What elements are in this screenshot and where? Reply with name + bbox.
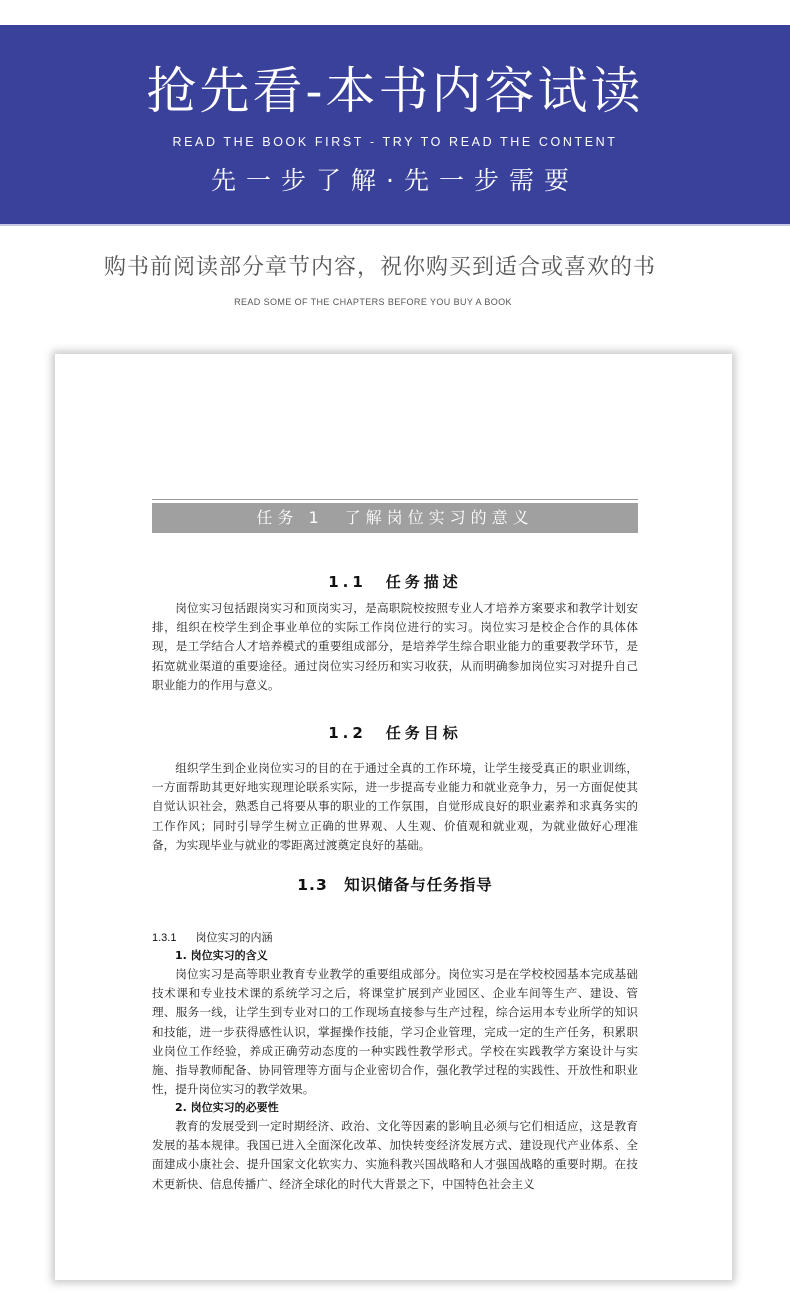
item-heading-2: 2. 岗位实习的必要性 xyxy=(175,1101,279,1114)
intro-text-en: READ SOME OF THE CHAPTERS BEFORE YOU BUY A BOOK xyxy=(234,297,512,307)
subsection-number: 1.3.1 xyxy=(152,932,177,944)
banner-subtitle-en: READ THE BOOK FIRST - TRY TO READ THE CONTENT xyxy=(172,135,618,149)
preview-banner xyxy=(0,25,790,226)
section-title-1-2: 1.2 任务目标 xyxy=(328,724,462,742)
section-title-1-1: 1.1 任务描述 xyxy=(328,573,462,591)
section-paragraph-1-2: 组织学生到企业岗位实习的目的在于通过全真的工作环境，让学生接受真正的职业训练，一方面帮助其更好地实现理论联系实际，进一步提高专业能力和就业竞争力，另一方面促使其自觉认识社会，熟悉自己将要从事的职业的工作氛围，自觉形成良好的职业素养和求真务实的工作作风；同时引导学生树立正确的世界观、人生观、价值观和就业观，为就业做好心理准备，为实现毕业与就业的零距离过渡奠定良好的基础。 xyxy=(152,761,638,852)
subsection-heading-1-3-1 xyxy=(152,929,273,947)
chapter-rule-divider xyxy=(152,499,638,500)
subsection-title: 岗位实习的内涵 xyxy=(195,931,273,944)
item-paragraph-1: 岗位实习是高等职业教育专业教学的重要组成部分。岗位实习是在学校校园基本完成基础技术课和专业技术课的系统学习之后，将课堂扩展到产业园区、企业车间等生产、建设、管理、服务一线，让学生到专业对口的工作现场直接参与生产过程，综合运用本专业所学的知识和技能，进一步获得感性认识，掌握操作技能，学习企业管理，完成一定的生产任务，积累职业岗位工作经验，养成正确劳动态度的一种实践性教学形式。学校在实践教学方案设计与实施、指导教师配备、协同管理等方面与企业密切合作，强化教学过程的实践性、开放性和职业性，提升岗位实习的教学效果。 xyxy=(152,967,638,1097)
item-paragraph-2: 教育的发展受到一定时期经济、政治、文化等因素的影响且必须与它们相适应，这是教育发展的基本规律。我国已进入全面深化改革、加快转变经济发展方式、建设现代产业体系、全面建成小康社会、提升国家文化软实力、实施科教兴国战略和人才强国战略的重要时期。在技术更新快、信息传播广、经济全球化的时代大背景之下，中国特色社会主义 xyxy=(152,1119,638,1191)
book-page-preview xyxy=(55,354,732,1280)
banner-subtitle-zh: 先一步了解·先一步需要 xyxy=(211,166,579,195)
intro-text-zh: 购书前阅读部分章节内容，祝你购买到适合或喜欢的书 xyxy=(103,255,656,280)
section-title-1-3: 1.3 知识储备与任务指导 xyxy=(297,876,493,894)
item-heading-1: 1. 岗位实习的含义 xyxy=(175,949,268,962)
chapter-title: 任务 1 了解岗位实习的意义 xyxy=(152,503,638,533)
section-paragraph-1-1: 岗位实习包括跟岗实习和顶岗实习，是高职院校按照专业人才培养方案要求和教学计划安排，组织在校学生到企事业单位的实际工作岗位进行的实习。岗位实习是校企合作的具体体现，是工学结合人才培养模式的重要组成部分，是培养学生综合职业能力的重要教学环节，是拓宽就业渠道的重要途径。通过岗位实习经历和实习收获，从而明确参加岗位实习对提升自己职业能力的作用与意义。 xyxy=(152,601,638,692)
banner-title: 抢先看-本书内容试读 xyxy=(146,62,644,120)
